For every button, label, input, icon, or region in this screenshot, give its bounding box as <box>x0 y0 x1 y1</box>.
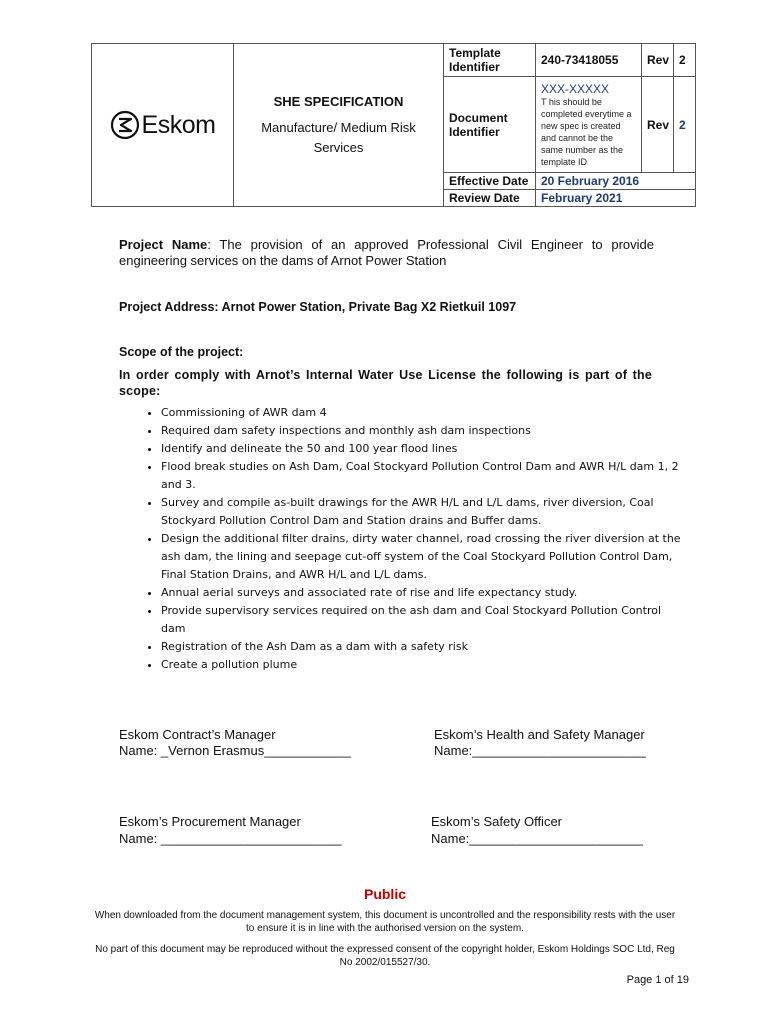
project-name-label: Project Name <box>119 237 208 252</box>
list-item: • Flood break studies on Ash Dam, Coal Stockyard Pollution Control Dam and AWR H/L dam 1, 2 and 3. <box>161 458 686 494</box>
review-date-value: February 2021 <box>536 190 696 207</box>
effective-date-value: 20 February 2016 <box>536 173 696 190</box>
list-item: • Required dam safety inspections and monthly ash dam inspections <box>161 422 686 440</box>
spec-subtitle: Manufacture/ Medium Risk Services <box>261 120 416 155</box>
hs-manager-title: Eskom’s Health and Safety Manager <box>434 727 645 742</box>
hs-manager-name[interactable]: Name:________________________ <box>434 743 646 758</box>
document-identifier-label: Document Identifier <box>444 77 536 173</box>
spec-title: SHE SPECIFICATION <box>273 94 404 109</box>
disclaimer-copyright: No part of this document may be reproduced without the expressed consent of the copyright holder, Eskom Holdings SOC Ltd, Reg No 2002/015527/30. <box>95 944 675 968</box>
scope-intro: In order comply with Arnot’s Internal Water Use License the following is part of the scope: <box>119 368 652 398</box>
page-number: Page 1 of 19 <box>626 974 689 986</box>
document-identifier-note: T his should be completed everytime a new spec is created and cannot be the same number as the template ID <box>541 96 632 167</box>
list-item: • Design the additional filter drains, dirty water channel, road crossing the river diversion at the ash dam, the lining and seepage cut-off system of the Coal Stockyard Pollution Control Dam, Final Station Drains, and AWR H/L and L/L dams. <box>161 530 686 584</box>
contracts-manager-name[interactable]: Name: _Vernon Erasmus____________ <box>119 743 351 758</box>
contracts-manager-title: Eskom Contract’s Manager <box>119 727 276 742</box>
disclaimer-uncontrolled-wrap <box>0 909 770 935</box>
procurement-manager-title: Eskom’s Procurement Manager <box>119 814 301 829</box>
document-identifier-cell <box>536 77 642 173</box>
safety-officer-name[interactable]: Name:________________________ <box>431 831 643 846</box>
spec-title-cell <box>234 44 444 207</box>
template-rev-value: 2 <box>674 44 696 77</box>
template-identifier-value: 240-73418055 <box>536 44 642 77</box>
eskom-logo <box>97 110 228 140</box>
eskom-emblem-icon <box>110 110 140 140</box>
disclaimer-copyright-wrap <box>0 943 770 969</box>
disclaimer-uncontrolled: When downloaded from the document management system, this document is uncontrolled and the responsibility rests with the user to ensure it is in line with the authorised version on the system. <box>94 910 676 934</box>
classification-label: Public <box>363 886 406 902</box>
eskom-logo-text: Eskom <box>141 110 216 139</box>
effective-date-label: Effective Date <box>444 173 536 190</box>
list-item: • Provide supervisory services required on the ash dam and Coal Stockyard Pollution Control dam <box>161 602 686 638</box>
document-header-table <box>91 43 696 207</box>
project-name-value: : The provision of an approved Professional Civil Engineer to provide engineering services on the dams of Arnot Power Station <box>119 237 654 268</box>
list-item: • Survey and compile as-built drawings for the AWR H/L and L/L dams, river diversion, Coal Stockyard Pollution Control Dam and Station drains and Buffer dams. <box>161 494 686 530</box>
document-rev-value: 2 <box>674 77 696 173</box>
template-rev-label: Rev <box>642 44 674 77</box>
project-name <box>119 237 654 269</box>
list-item: • Annual aerial surveys and associated rate of rise and life expectancy study. <box>161 584 686 602</box>
template-identifier-label: Template Identifier <box>444 44 536 77</box>
procurement-manager-name[interactable]: Name: _________________________ <box>119 831 342 846</box>
list-item: • Create a pollution plume <box>161 656 686 674</box>
list-item: • Identify and delineate the 50 and 100 year flood lines <box>161 440 686 458</box>
scope-list <box>131 404 686 674</box>
scope-heading: Scope of the project: <box>119 345 244 359</box>
review-date-label: Review Date <box>444 190 536 207</box>
list-item: • Commissioning of AWR dam 4 <box>161 404 686 422</box>
document-rev-label: Rev <box>642 77 674 173</box>
safety-officer-title: Eskom’s Safety Officer <box>431 814 563 829</box>
list-item: • Registration of the Ash Dam as a dam with a safety risk <box>161 638 686 656</box>
logo-cell <box>92 44 234 207</box>
document-identifier-value: XXX-XXXXX <box>541 81 610 96</box>
project-address: Project Address: Arnot Power Station, Private Bag X2 Rietkuil 1097 <box>119 300 517 314</box>
